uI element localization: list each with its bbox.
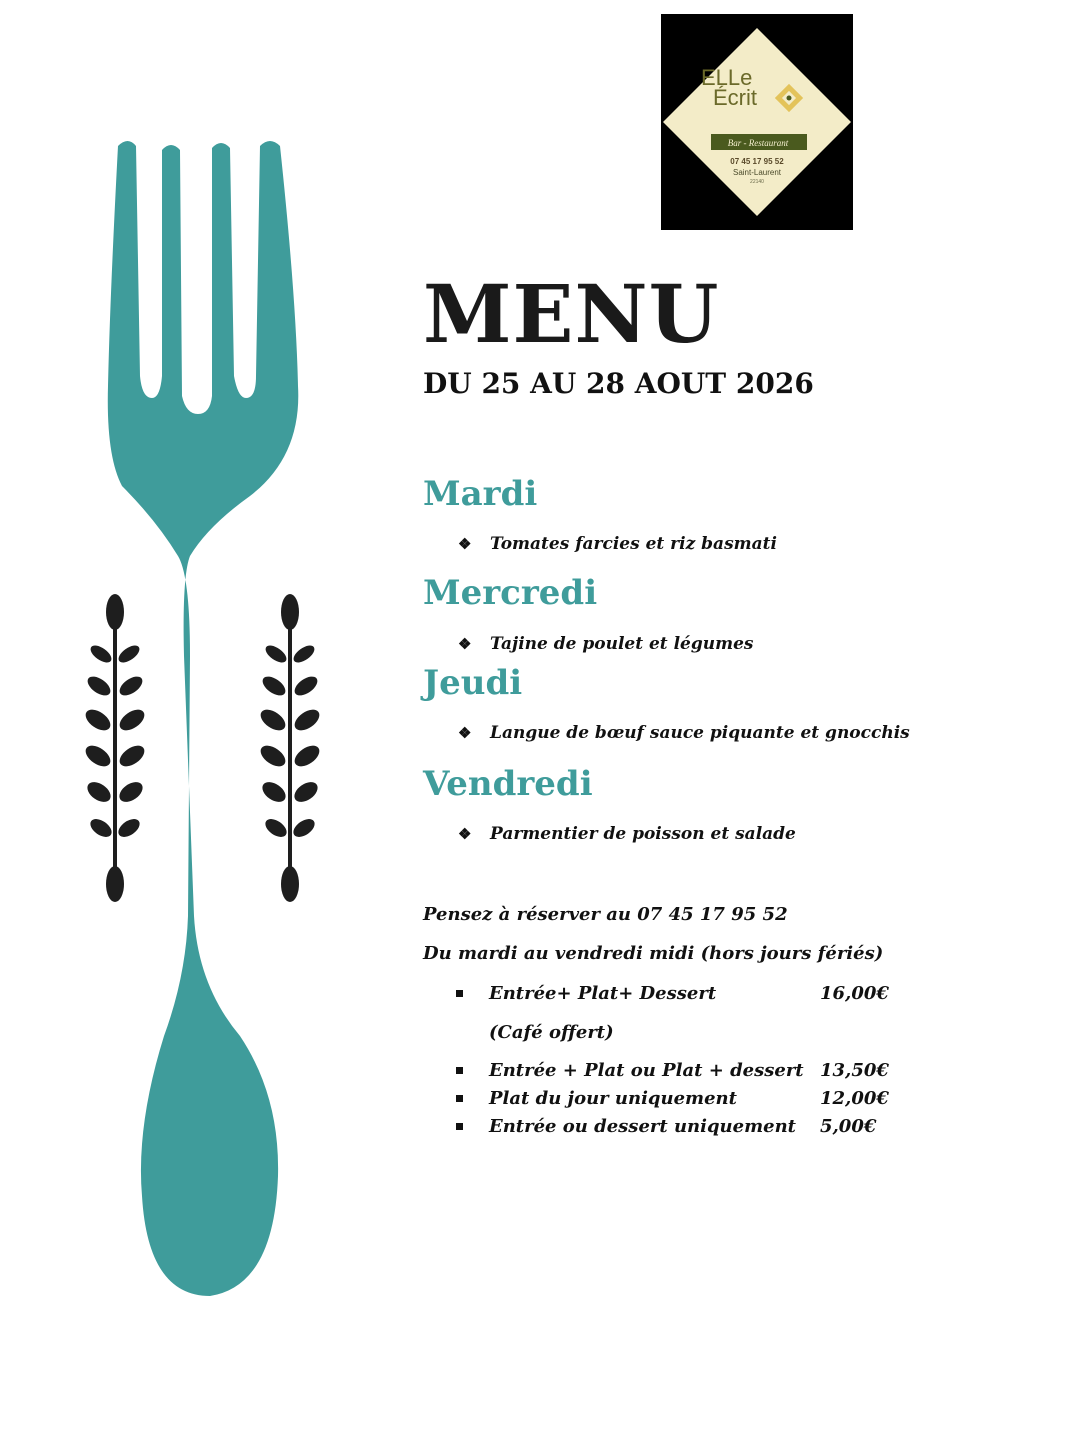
formula-price: 12,00€ <box>820 1088 889 1109</box>
logo-title-line2: Écrit <box>713 85 757 110</box>
diamond-bullet-icon: ❖ <box>458 635 472 653</box>
dish-label: Langue de bœuf sauce piquante et gnocchis <box>490 723 910 743</box>
day-heading-mercredi: Mercredi <box>423 573 598 613</box>
logo-city: Saint-Laurent <box>732 168 782 177</box>
formula-note: (Café offert) <box>489 1022 614 1043</box>
menu-date-range: DU 25 AU 28 AOUT 2026 <box>423 367 814 400</box>
restaurant-logo <box>661 14 853 230</box>
formula-label: Entrée+ Plat+ Dessert <box>489 983 717 1004</box>
logo-phone: 07 45 17 95 52 <box>730 157 784 166</box>
formula-label: Entrée ou dessert uniquement <box>489 1116 796 1137</box>
logo-subtitle: Bar - Restaurant <box>727 138 789 148</box>
square-bullet-icon <box>456 1095 463 1102</box>
formula-label: Plat du jour uniquement <box>489 1088 737 1109</box>
day-heading-mardi: Mardi <box>423 474 538 514</box>
menu-title: MENU <box>423 267 720 361</box>
dish-item <box>458 633 753 655</box>
diamond-bullet-icon: ❖ <box>458 825 472 843</box>
square-bullet-icon <box>456 1123 463 1130</box>
leaf-sprig-icon <box>260 592 320 912</box>
leaf-sprig-icon <box>85 592 145 912</box>
logo-zip: 22140 <box>750 179 764 185</box>
logo-title <box>701 65 811 110</box>
dish-label: Tajine de poulet et légumes <box>490 634 754 654</box>
reservation-note: Pensez à réserver au 07 45 17 95 52 <box>423 904 788 925</box>
schedule-note: Du mardi au vendredi midi (hors jours fériés) <box>423 943 884 964</box>
day-heading-vendredi: Vendredi <box>423 764 593 804</box>
logo-diamond-icon <box>661 14 853 230</box>
dish-item <box>458 533 777 555</box>
formula-label: Entrée + Plat ou Plat + dessert <box>489 1060 804 1081</box>
dish-label: Parmentier de poisson et salade <box>490 824 796 844</box>
diamond-bullet-icon: ❖ <box>458 724 472 742</box>
formula-price: 5,00€ <box>820 1116 877 1137</box>
dish-item <box>458 722 910 744</box>
square-bullet-icon <box>456 1067 463 1074</box>
formula-price: 16,00€ <box>820 983 889 1004</box>
diamond-bullet-icon: ❖ <box>458 535 472 553</box>
day-heading-jeudi: Jeudi <box>423 663 523 703</box>
dish-label: Tomates farcies et riz basmati <box>490 534 777 554</box>
dish-item <box>458 823 796 845</box>
logo-title-line1: ELLe <box>701 65 753 90</box>
formula-price: 13,50€ <box>820 1060 889 1081</box>
square-bullet-icon <box>456 990 463 997</box>
